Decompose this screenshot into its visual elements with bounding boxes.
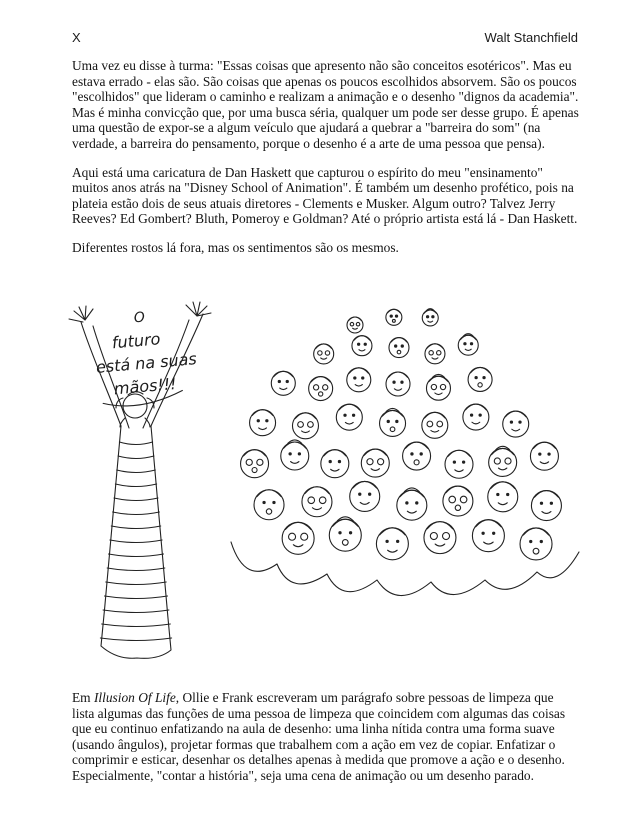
crowd-head: [531, 491, 561, 521]
closing-paragraph: [72, 690, 579, 784]
crowd-head: [309, 377, 333, 401]
crowd-head: [302, 487, 332, 517]
crowd-head: [488, 482, 518, 512]
paragraph-3: Diferentes rostos lá fora, mas os sentimentos são os mesmos.: [72, 239, 399, 255]
crowd-head: [463, 404, 489, 430]
illustration-svg: [55, 294, 593, 686]
crowd-head: [520, 528, 552, 560]
crowd-head: [282, 522, 314, 554]
crowd-head: [489, 446, 517, 476]
book-title: Illusion Of Life: [93, 690, 176, 705]
crowd-head: [271, 371, 295, 395]
handwriting-line: futuro: [111, 329, 162, 353]
crowd-head: [424, 522, 456, 554]
crowd-head: [250, 410, 276, 436]
crowd-head: [425, 344, 445, 364]
paragraph-2: Aqui está uma caricatura de Dan Haskett que capturou o espírito do meu "ensinamento" muitos anos atrás na "Disney School of Animation". É também um desenho profético, pois na plateia estão dois de seus atuais diretores - Clements e Musker. Algum outro? Talvez Jerry Reeves? Ed Gombert? Bluth, Pomeroy e Goldman? Até o próprio artista está lá - Dan Haskett.: [72, 164, 578, 227]
crowd-head: [426, 374, 450, 400]
closing-prefix: Em: [72, 690, 94, 705]
paragraph-1: Uma vez eu disse à turma: "Essas coisas que apresento não são conceitos esotéricos". Mas eu estava errado - elas são. São coisas que apenas os poucos escolhidos absorvem. São os poucos "escolhidos" que lideram o caminho e realizam a animação e o desenho "dignos da academia". Mas é minha convicção que, por uma busca séria, qualquer um pode ser desse grupo. É apenas uma questão de expor-se a algum veículo que ajudará a quebrar a "barreira do som" (na verdade, a barreira do pensamento, porque o desenho é a arte de uma pessoa que pensa).: [72, 58, 579, 151]
crowd-head: [458, 334, 478, 356]
crowd-head: [445, 450, 473, 478]
author-name: Walt Stanchfield: [484, 30, 578, 45]
closing-text: [72, 690, 579, 784]
crowd-head: [389, 338, 409, 358]
crowd-head: [386, 309, 402, 325]
crowd-head: [422, 309, 438, 326]
crowd-head: [292, 413, 318, 439]
crowd-head: [347, 317, 363, 333]
crowd-head: [468, 367, 492, 391]
crowd-head: [397, 488, 427, 520]
crowd-head: [329, 517, 361, 551]
crowd-head: [336, 404, 362, 430]
crowd-head: [503, 411, 529, 437]
handwriting-line: mãos!!!: [113, 373, 178, 399]
crowd-faces: [241, 309, 562, 560]
crowd-head: [422, 412, 448, 438]
crowd-head: [314, 344, 334, 364]
crowd-head: [241, 450, 269, 478]
crowd-head: [352, 336, 372, 356]
body-text: [72, 58, 579, 269]
closing-rest: , Ollie e Frank escreveram um parágrafo sobre pessoas de limpeza que lista algumas das funções de uma pessoa de limpeza que coincidem com algumas das coisas que eu continuo enfatizando na aula de desenho: uma linha nítida contra uma forma suave (usando ângulos), projetar formas que trabalhem com a ação em vez de copiar. Enfatizar o comprimir e esticar, desenhar os detalhes apenas à medida que promove a ação e o desenho. Especialmente, "contar a história", seja uma cena de animação ou um desenho parado.: [72, 690, 566, 783]
crowd-head: [403, 442, 431, 470]
crowd-head: [350, 481, 380, 511]
crowd-head: [254, 490, 284, 520]
page-number: X: [72, 30, 81, 45]
crowd-head: [361, 449, 389, 477]
crowd-head: [380, 408, 406, 436]
handwriting-line: O: [133, 309, 146, 327]
crowd-head: [530, 442, 558, 470]
page-header: [72, 30, 578, 45]
crowd-head: [321, 450, 349, 478]
crowd-head: [386, 372, 410, 396]
handwriting-line: está na suas: [95, 349, 198, 377]
crowd-head: [281, 440, 309, 470]
crowd-head: [347, 368, 371, 392]
crowd-head: [376, 528, 408, 560]
cartoon-illustration: [55, 294, 593, 686]
crowd-head: [443, 486, 473, 516]
crowd-head: [472, 520, 504, 552]
